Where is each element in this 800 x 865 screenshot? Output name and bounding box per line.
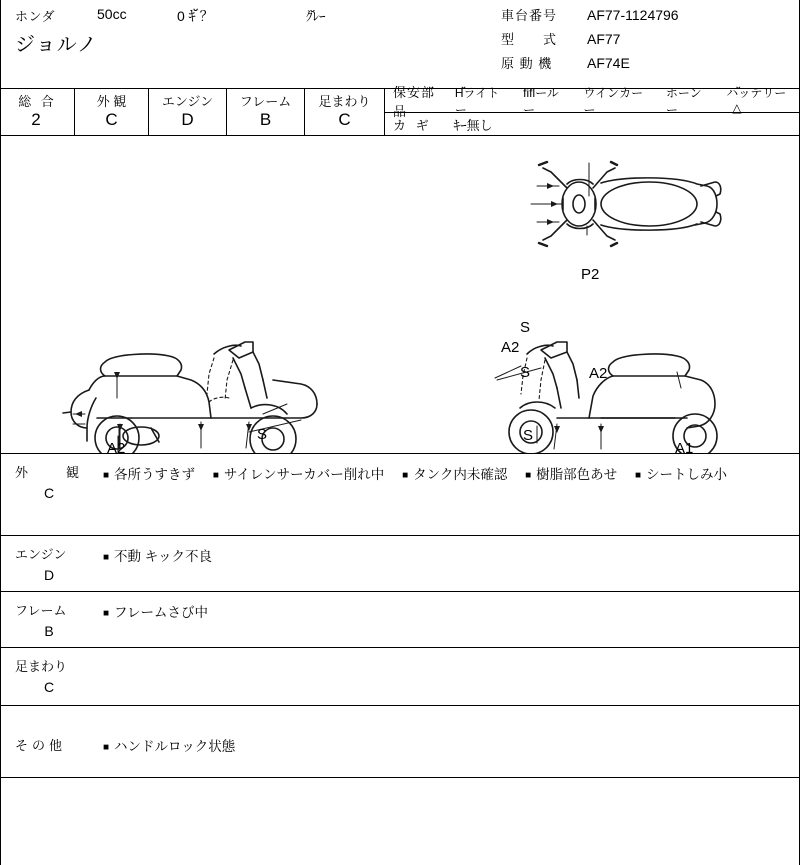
type-value: AF77 xyxy=(587,31,621,47)
key-label: カ ギ xyxy=(393,118,432,133)
comment-item: ■ ハンドルロック状態 xyxy=(103,739,236,754)
safety-parts-block xyxy=(385,84,799,135)
engine-model-label: 原 動 機 xyxy=(501,56,553,71)
safety-parts-items xyxy=(455,84,799,118)
comment-item: ■ タンク内未確認 xyxy=(402,467,508,482)
grade-engine-value: D xyxy=(181,110,194,129)
comment-items-exterior xyxy=(97,454,799,535)
diagram-label-left-a2-top: A2 xyxy=(107,440,126,454)
top-view-drawing xyxy=(531,162,721,246)
damage-diagram xyxy=(1,136,799,454)
diagram-label-right-a1-top: A1 xyxy=(675,440,694,454)
type-row xyxy=(501,29,799,48)
safety-item-horn: ホーン ー xyxy=(665,85,702,117)
safety-parts-row xyxy=(385,84,799,119)
comment-grade-exterior: C xyxy=(43,485,55,501)
diagram-label-top-s1: S xyxy=(520,319,531,336)
comment-label-blank xyxy=(1,778,97,864)
grade-suspension-label: 足まわり xyxy=(318,94,371,109)
safety-item-winker: ウインカー ー xyxy=(583,85,644,117)
comment-item: ■ フレームさび中 xyxy=(103,605,209,620)
comment-row-frame xyxy=(1,592,799,648)
engine-model-row xyxy=(501,53,799,72)
comment-grade-engine: D xyxy=(43,567,55,583)
comment-label-engine xyxy=(1,536,97,591)
grade-exterior-label: 外 観 xyxy=(96,94,127,109)
comment-label-engine-text: エンジン xyxy=(15,547,67,562)
grade-frame xyxy=(227,89,305,135)
grade-total xyxy=(1,89,75,135)
vin-label: 車台番号 xyxy=(501,8,558,23)
comment-item: ■ シートしみ小 xyxy=(634,467,727,482)
comment-items-other xyxy=(97,706,799,777)
comment-items-blank xyxy=(97,778,799,864)
diagram-label-left-s: S xyxy=(257,426,268,443)
comment-label-frame xyxy=(1,592,97,647)
type-label: 型 式 xyxy=(501,32,558,47)
grade-exterior xyxy=(75,89,149,135)
comment-label-suspension xyxy=(1,648,97,705)
comment-grade-suspension: C xyxy=(43,679,55,695)
comment-label-frame-text: フレーム xyxy=(15,603,67,618)
diagram-svg xyxy=(1,136,799,454)
vin-value: AF77-1124796 xyxy=(587,7,679,23)
grade-table xyxy=(1,84,799,136)
comment-item: ■ サイレンサーカバー削れ中 xyxy=(212,467,385,482)
displacement: 50cc xyxy=(97,6,127,22)
safety-item-taillight: ﬁﬂール ー xyxy=(523,85,559,117)
diagram-label-top-a2b: A2 xyxy=(589,365,608,382)
grade-frame-value: B xyxy=(259,110,272,129)
header-right xyxy=(501,0,799,88)
header-left xyxy=(1,0,501,88)
grade-total-value: 2 xyxy=(31,110,44,129)
grade-engine xyxy=(149,89,227,135)
comment-items-frame xyxy=(97,592,799,647)
comment-item: ■ 不動 キック不良 xyxy=(103,549,213,564)
diagram-label-right-s: S xyxy=(523,427,534,444)
safety-parts-label: 保安部品 xyxy=(393,84,436,119)
safety-item-headlight: Hﬞライト ー xyxy=(454,85,500,117)
header xyxy=(1,0,799,88)
comment-grade-frame: B xyxy=(44,623,54,639)
shift-type: 0 ｷﬞ ？ xyxy=(177,8,214,24)
vin-row xyxy=(501,5,799,24)
engine-model-value: AF74E xyxy=(587,55,630,71)
comment-label-exterior-text: 外 観 xyxy=(15,465,84,480)
diagram-label-top-a2a: A2 xyxy=(501,339,520,356)
comment-row-engine xyxy=(1,536,799,592)
comment-label-suspension-text: 足まわり xyxy=(15,659,68,674)
comment-items-suspension xyxy=(97,648,799,705)
comment-items-engine xyxy=(97,536,799,591)
comment-row-suspension xyxy=(1,648,799,706)
comment-label-other-text: その他 xyxy=(15,738,67,753)
body-color: ｸﬞﾚｰ xyxy=(306,9,326,24)
grade-exterior-value: C xyxy=(105,110,118,129)
safety-item-battery: ハﬞッテリー △ xyxy=(726,85,787,115)
maker-name: ホンダ xyxy=(15,9,55,24)
diagram-label-top-p2: P2 xyxy=(581,266,600,283)
grade-suspension xyxy=(305,89,385,135)
comment-row-blank xyxy=(1,778,799,864)
comment-label-exterior xyxy=(1,454,97,535)
key-value: ｷｰ無し xyxy=(453,118,493,133)
comment-label-other xyxy=(1,706,97,777)
comment-item: ■ 各所うすきず xyxy=(103,467,196,482)
comment-row-other xyxy=(1,706,799,778)
grade-engine-label: エンジン xyxy=(161,94,214,109)
comment-item: ■ 樹脂部色あせ xyxy=(525,467,618,482)
grade-frame-label: フレーム xyxy=(239,94,292,109)
grade-suspension-value: C xyxy=(338,110,351,129)
grade-total-label: 総 合 xyxy=(18,94,57,109)
diagram-label-top-s2: S xyxy=(520,364,531,381)
comment-row-exterior xyxy=(1,454,799,536)
model-name: ジョルノ xyxy=(15,34,98,56)
left-side-view-drawing xyxy=(63,342,317,454)
